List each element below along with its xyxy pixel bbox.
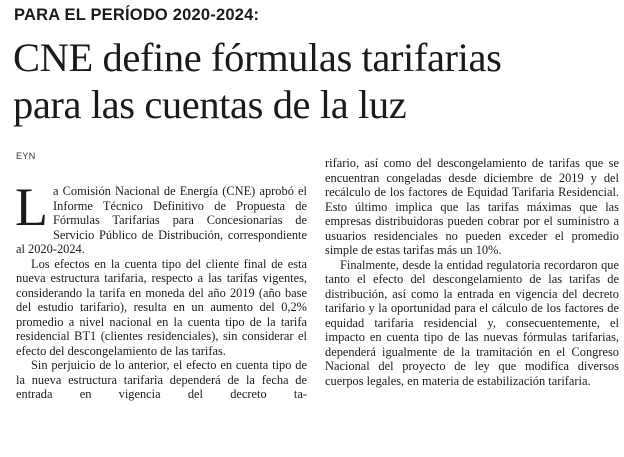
drop-cap: L [15,177,48,237]
article-paragraph-2: Los efectos en la cuenta tipo del cliente final de esta nueva estructura tarifaria, respecto a las tarifas vigentes, considerando la tarifa en moneda del año 2019 (año base del estudio tarifario), resulta en un aumento del 0,2% promedio a nivel nacional en la cuenta tipo de la tarifa residencial BT1 (clientes residenciales), sin considerar el efecto del descongelamiento de las tarifas. [16,256,307,358]
article-byline: EYN [16,151,36,161]
article-paragraph-1 [15,177,307,257]
article-headline [13,34,618,128]
article-kicker: PARA EL PERÍODO 2020-2024: [14,6,260,24]
article-column-right [325,156,619,388]
article-paragraph-3: Sin perjuicio de lo anterior, el efecto en cuenta tipo de la nueva estructura tarifaria dependerá de la fecha de entrada en vigencia del decreto ta- [16,358,307,401]
headline-line-2: para las cuentas de la luz [13,82,407,127]
paragraph-1-text: a Comisión Nacional de Energía (CNE) aprobó el Informe Técnico Definitivo de Propuesta de Fórmulas Tarifarias para Concesionarias de Servicio Público de Distribución, correspondiente al 2020-2024. [16,184,307,256]
article-paragraph-3-continued: rifario, así como del descongelamiento de tarifas que se encuentran congeladas desde diciembre de 2019 y del recálculo de los factores de Equidad Tarifaria Residencial. Esto último implica que las tarifas máximas que las empresas distribuidoras pueden cobrar por el suministro a usuarios residenciales no pueden exceder el promedio simple de estas tarifas más un 10%. [325,156,619,257]
article-column-left [16,156,307,402]
headline-line-1: CNE define fórmulas tarifarias [13,35,502,80]
article-paragraph-4: Finalmente, desde la entidad regulatoria recordaron que tanto el efecto del descongelamiento de las tarifas de distribución, así como la entrada en vigencia del decreto tarifario y la oportunidad para el cálculo de los factores de equidad tarifaria residencial y, consecuentemente, el impacto en cuenta tipo de las nuevas fórmulas tarifarias, dependerá igualmente de la tramitación en el Congreso Nacional del proyecto de ley que modifica diversos cuerpos legales, en materia de estabilización tarifaria. [325,257,619,388]
